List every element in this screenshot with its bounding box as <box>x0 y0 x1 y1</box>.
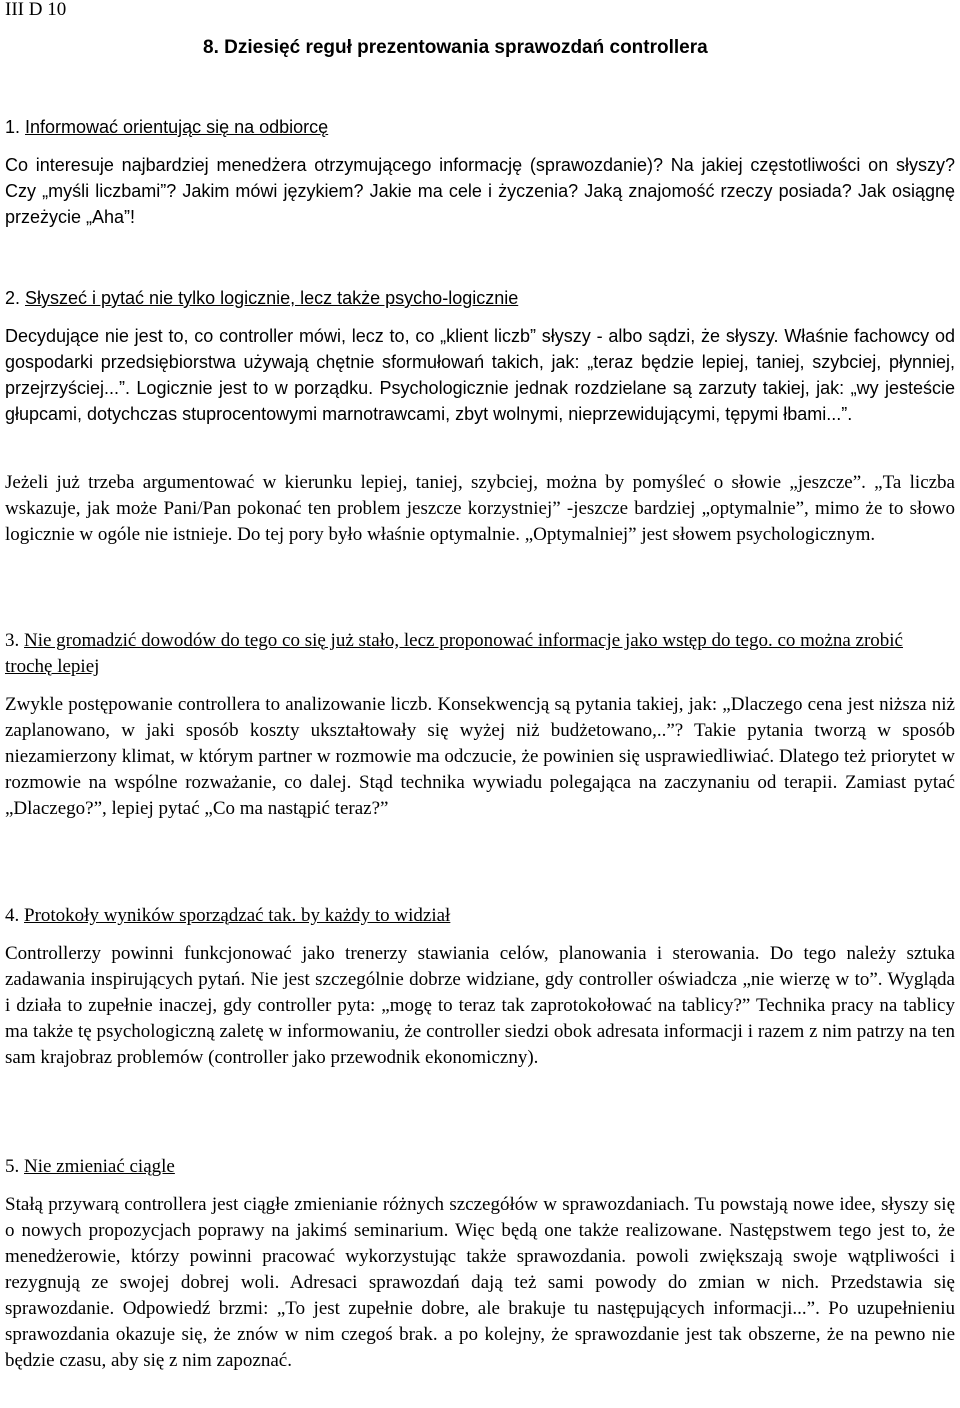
section-heading-text: Słyszeć i pytać nie tylko logicznie, lecz także psycho-logicznie <box>25 288 519 308</box>
section-heading <box>5 285 955 311</box>
section-heading-text: Informować orientując się na odbiorcę <box>25 117 329 137</box>
section-3 <box>5 628 955 833</box>
document-reference: III D 10 <box>5 0 67 20</box>
paragraph: Zwykle postępowanie controllera to analizowanie liczb. Konsekwencją są pytania takiej, jak: „Dlaczego cena jest niższa niż zaplanowano, w jaki sposób koszty ukształtowały się wyżej niż budżetowano,..”? Takie pytania tworzą w sposób niezamierzony klimat, w którym partner w rozmowie ma odczucie, że powinien się usprawiedliwiać. Dlatego też priorytet w rozmowie na wspólne rozważanie, co dalej. Stąd technika wywiadu polegająca na zaczynaniu od terapii. Zamiast pytać „Dlaczego?”, lepiej pytać „Co ma nastąpić teraz?” <box>5 694 955 819</box>
section-heading <box>5 628 955 680</box>
paragraph: Stałą przywarą controllera jest ciągłe zmienianie różnych szczegółów w sprawozdaniach. Tu powstają nowe idee, słyszy się o nowych propozycjach poprawy na jakimś seminarium. Więc będą one także realizowane. Następstwem tego jest to, że menedżerowie, którzy powinni pracować wykorzystując także sprawozdania. powoli zwiększają swoje wątpliwości i rezygnują ze swojej dobrej woli. Adresaci sprawozdań dają też sami powody do zmian w nich. Przedstawia się sprawozdanie. Odpowiedź brzmi: „To jest zupełnie dobre, ale brakuje tu następujących informacji...”. Po uzupełnieniu sprawozdania okazuje się, że znów w nim czegoś brak. a po kolejny, że sprawozdanie jest tak obszerne, że na pewno nie będzie czasu, aby się z nim zapoznać. <box>5 1194 955 1371</box>
paragraph: Jeżeli już trzeba argumentować w kierunku lepiej, taniej, szybciej, można by pomyśleć o słowie „jeszcze”. „Ta liczba wskazuje, jak może Pani/Pan pokonać ten problem jeszcze korzystniej” -jeszcze bardziej „optymalnie”, mimo że to słowo logicznie w ogóle nie istnieje. Do tej pory było właśnie optymalnie. „Optymalniej” jest słowem psychologicznym. <box>5 472 955 545</box>
section-number: 3. <box>5 630 24 651</box>
section-heading <box>5 903 955 929</box>
document-title: 8. Dziesięć reguł prezentowania sprawozdań controllera <box>203 37 708 58</box>
section-heading-text: Nie zmieniać ciągle <box>24 1156 175 1177</box>
section-heading <box>5 1154 955 1180</box>
section-number: 5. <box>5 1156 24 1177</box>
section-number: 2. <box>5 288 26 308</box>
section-number: 1. <box>5 117 26 137</box>
paragraph: Decydujące nie jest to, co controller mówi, lecz to, co „klient liczb” słyszy - albo sądzi, że słyszy. Właśnie fachowcy od gospodarki przedsiębiorstwa używają chętnie sformułowań takich, jak: „teraz będzie lepiej, taniej, szybciej, płynniej, przejrzyściej...”. Logicznie jest to w porządku. Psychologicznie jednak rozdzielane są zarzuty takiej, jak: „wy jesteście głupcami, dotychczas stuprocentowymi marnotrawcami, zbyt wolnymi, nieprzewidującymi, tępymi łbami...”. <box>5 326 955 424</box>
section-1 <box>5 114 955 241</box>
section-2-continued <box>5 470 955 559</box>
paragraph: Co interesuje najbardziej menedżera otrzymującego informację (sprawozdanie)? Na jakiej częstotliwości on słyszy? Czy „myśli liczbami”? Jakim mówi językiem? Jakie ma cele i życzenia? Jaką znajomość rzeczy posiada? Jak osiągnę przeżycie „Aha”! <box>5 155 955 227</box>
section-heading-text: Protokoły wyników sporządzać tak. by każdy to widział <box>24 905 451 926</box>
section-2 <box>5 285 955 438</box>
section-5 <box>5 1154 955 1385</box>
section-heading-text: Nie gromadzić dowodów do tego co się już stało, lecz proponować informacje jako wstęp do tego. co można zrobić trochę lepiej <box>5 630 903 677</box>
section-heading <box>5 114 955 140</box>
paragraph: Controllerzy powinni funkcjonować jako trenerzy stawiania celów, planowania i sterowania. Do tego należy sztuka zadawania inspirujących pytań. Nie jest szczególnie dobrze widziane, gdy controller oświadcza „nie wierzę w to”. Wygląda i działa to zupełnie inaczej, gdy controller pyta: „mogę to teraz tak zaprotokołować na tablicy?” Technika pracy na tablicy ma także tę psychologiczną zaletę w informowaniu, że controller siedzi obok adresata informacji i razem z nim patrzy na ten sam krajobraz problemów (controller jako przewodnik ekonomiczny). <box>5 943 955 1068</box>
section-4 <box>5 903 955 1082</box>
section-number: 4. <box>5 905 24 926</box>
